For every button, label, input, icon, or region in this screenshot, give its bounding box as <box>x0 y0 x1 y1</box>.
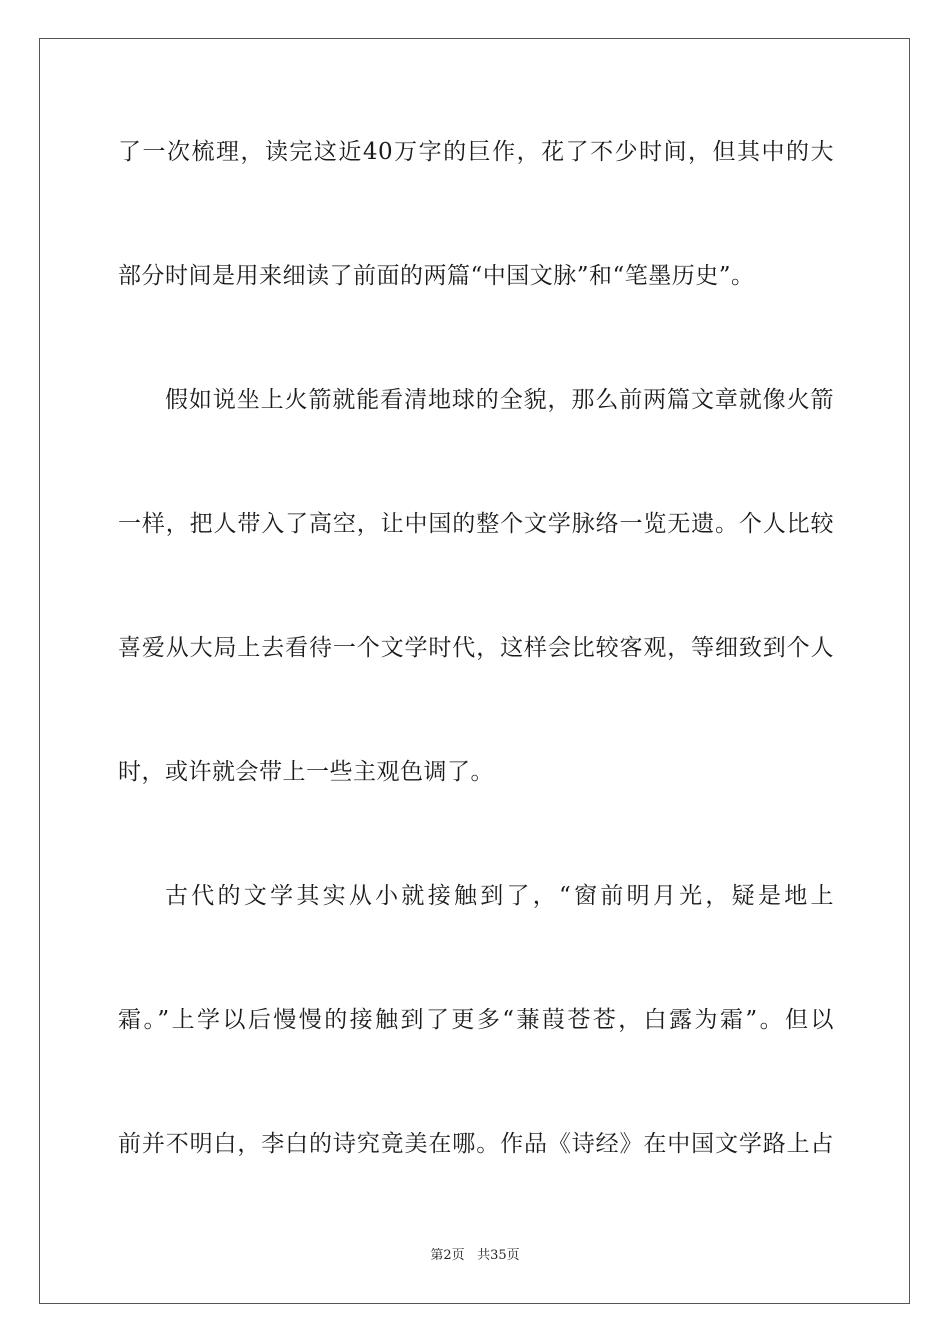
paragraph-line: 假如说坐上火箭就能看清地球的全貌，那么前两篇文章就像火箭 <box>165 387 834 413</box>
paragraph-line: 前并不明白，李白的诗究竟美在哪。作品《诗经》在中国文学路上占 <box>118 1131 834 1157</box>
paragraph-line: 一样，把人带入了高空，让中国的整个文学脉络一览无遗。个人比较 <box>118 511 834 537</box>
paragraph-line: 了一次梳理，读完这近40万字的巨作，花了不少时间，但其中的大 <box>118 139 834 165</box>
page-border <box>39 38 910 1304</box>
page-number: 第2页 <box>430 1248 465 1263</box>
page-total: 共35页 <box>477 1248 520 1263</box>
paragraph-line: 喜爱从大局上去看待一个文学时代，这样会比较客观，等细致到个人 <box>118 635 834 661</box>
paragraph-line: 古代的文学其实从小就接触到了，“窗前明月光，疑是地上 <box>165 883 834 909</box>
paragraph-line: 部分时间是用来细读了前面的两篇“中国文脉”和“笔墨历史”。 <box>118 263 755 289</box>
page-footer <box>0 1247 950 1265</box>
paragraph-line: 时，或许就会带上一些主观色调了。 <box>118 759 494 785</box>
paragraph-line: 霜。”上学以后慢慢的接触到了更多“蒹葭苍苍，白露为霜”。但以 <box>118 1007 834 1033</box>
